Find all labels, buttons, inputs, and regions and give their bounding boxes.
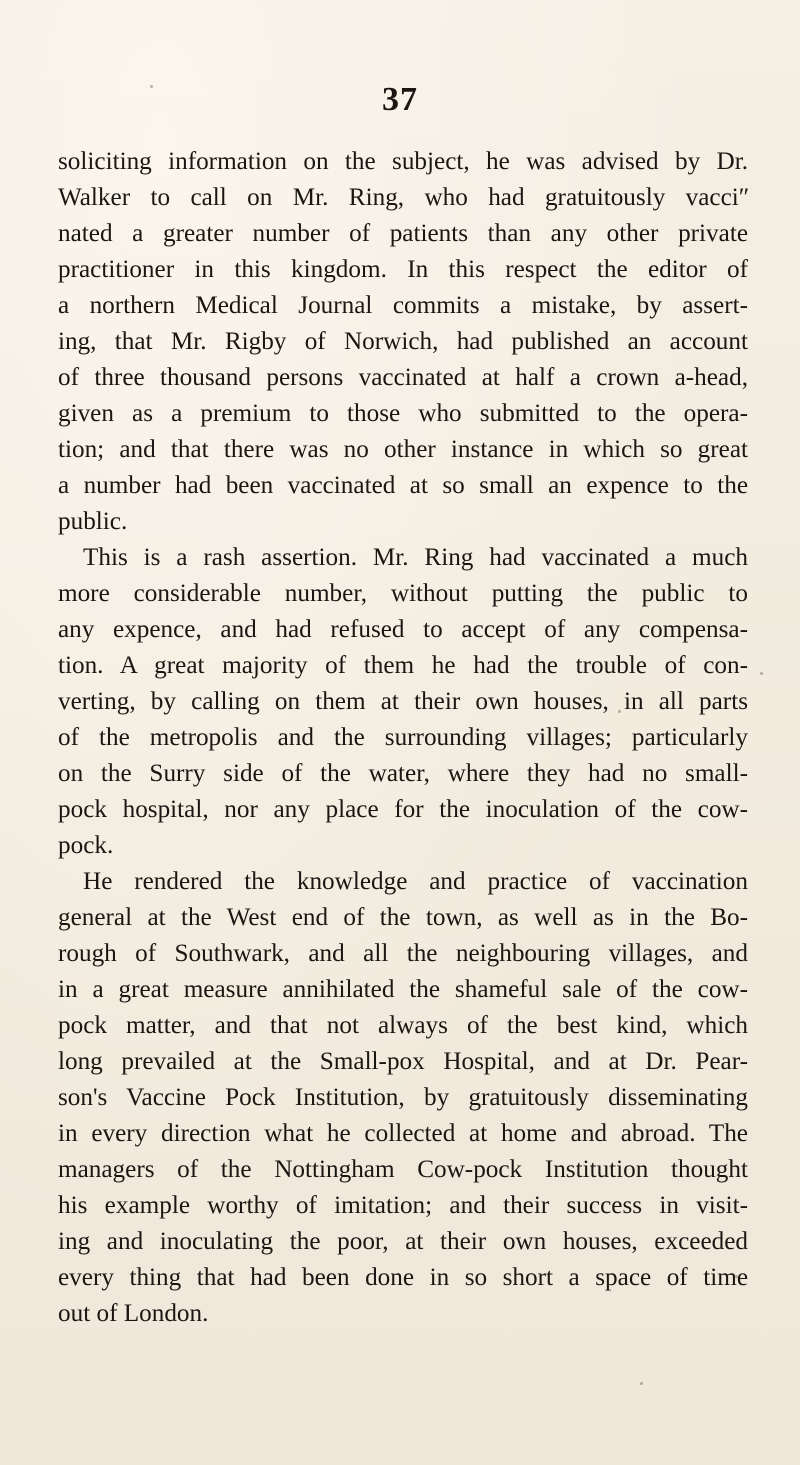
text-line: in a great measure annihilated the shameful sale of the cow- (58, 976, 748, 1003)
text-line: every thing that had been done in so short a space of time (58, 1264, 748, 1291)
paper-speck (760, 672, 763, 675)
paper-speck (150, 85, 153, 88)
text-line: managers of the Nottingham Cow-pock Institution thought (58, 1156, 748, 1183)
text-line: son's Vaccine Pock Institution, by gratuitously disseminating (58, 1084, 748, 1111)
text-line: pock hospital, nor any place for the inoculation of the cow- (58, 796, 748, 823)
paper-speck (640, 1382, 643, 1385)
text-line: any expence, and had refused to accept of any compensa- (58, 616, 748, 643)
body-text (58, 144, 748, 1332)
paragraph-end-line: public. (58, 508, 128, 535)
text-line: verting, by calling on them at their own houses, in all parts (58, 688, 748, 715)
text-line: in every direction what he collected at home and abroad. The (58, 1120, 748, 1147)
paragraph-start-line: He rendered the knowledge and practice of vaccination (83, 868, 748, 895)
text-line: long prevailed at the Small-pox Hospital, and at Dr. Pear- (58, 1048, 748, 1075)
page-number: 37 (382, 81, 418, 118)
text-line: ing, that Mr. Rigby of Norwich, had published an account (58, 328, 748, 355)
paragraph-end-line: out of London. (58, 1300, 209, 1327)
paragraph-start-line: This is a rash assertion. Mr. Ring had vaccinated a much (83, 544, 748, 571)
text-line: a number had been vaccinated at so small an expence to the (58, 472, 748, 499)
text-line: soliciting information on the subject, he was advised by Dr. (58, 148, 748, 175)
paper-speck (735, 1275, 738, 1278)
text-line: rough of Southwark, and all the neighbouring villages, and (58, 940, 748, 967)
text-line: nated a greater number of patients than any other private (58, 220, 748, 247)
text-line: on the Surry side of the water, where they had no small- (58, 760, 748, 787)
text-line: practitioner in this kingdom. In this respect the editor of (58, 256, 748, 283)
text-line: general at the West end of the town, as well as in the Bo- (58, 904, 748, 931)
text-line: of the metropolis and the surrounding villages; particularly (58, 724, 748, 751)
text-line: more considerable number, without putting the public to (58, 580, 748, 607)
text-line: tion. A great majority of them he had the trouble of con- (58, 652, 748, 679)
paper-speck (618, 710, 621, 713)
text-line: given as a premium to those who submitted to the opera- (58, 400, 748, 427)
text-line: his example worthy of imitation; and their success in visit- (58, 1192, 748, 1219)
text-line: tion; and that there was no other instance in which so great (58, 436, 748, 463)
paragraph-end-line: pock. (58, 832, 114, 859)
text-line: Walker to call on Mr. Ring, who had gratuitously vacciʺ (58, 184, 748, 211)
text-line: pock matter, and that not always of the best kind, which (58, 1012, 748, 1039)
text-line: a northern Medical Journal commits a mistake, by assert- (58, 292, 748, 319)
text-line: of three thousand persons vaccinated at half a crown a-head, (58, 364, 748, 391)
text-line: ing and inoculating the poor, at their own houses, exceeded (58, 1228, 748, 1255)
